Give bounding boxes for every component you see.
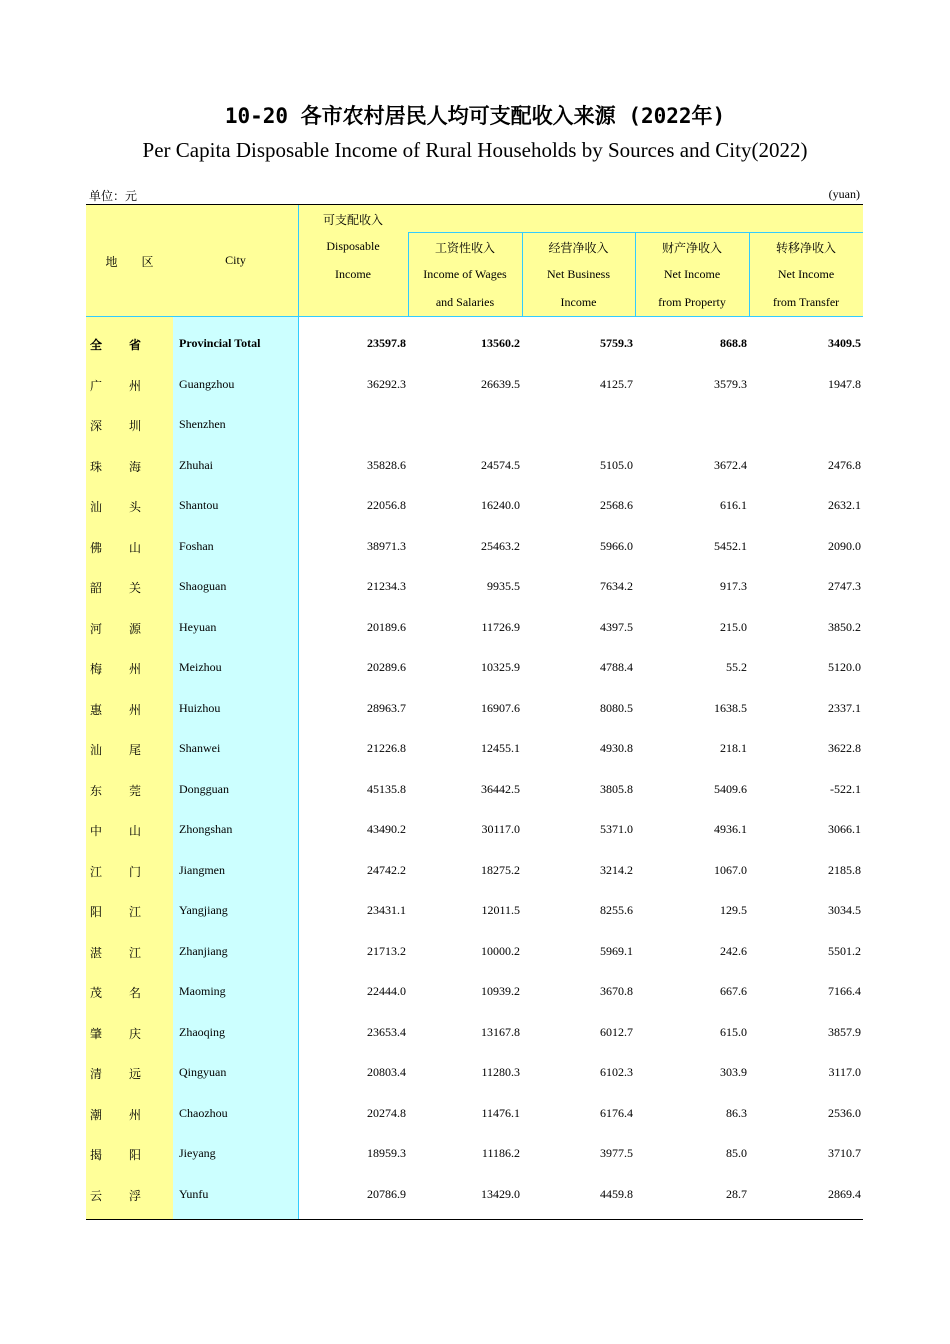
region-char-2: 州 (129, 378, 142, 393)
city-name: Provincial Total (179, 336, 261, 350)
property-income: 55.2 (726, 660, 747, 674)
business-income: 5969.1 (600, 943, 633, 958)
property-income: 615.0 (720, 1024, 747, 1039)
business-income: 6176.4 (600, 1105, 633, 1120)
transfer-income: 5501.2 (828, 943, 861, 958)
property-income: 3672.4 (714, 457, 747, 472)
transfer-income: 2869.4 (828, 1186, 861, 1201)
table-row (86, 769, 863, 810)
region-char-2: 名 (129, 986, 142, 1000)
disposable-income: 22056.8 (367, 498, 406, 512)
wages-income: 16907.6 (481, 700, 520, 715)
wages-income: 24574.5 (481, 457, 520, 472)
header-property-en2: from Property (658, 295, 726, 309)
disposable-income: 28963.7 (367, 700, 406, 715)
property-income: 129.5 (720, 903, 747, 917)
header-region: 地 区 (105, 255, 154, 269)
wages-income: 36442.5 (481, 781, 520, 796)
property-income: 5409.6 (714, 781, 747, 796)
disposable-income: 38971.3 (367, 538, 406, 553)
disposable-income: 22444.0 (367, 984, 406, 998)
business-income: 8255.6 (600, 903, 633, 917)
property-income: 868.8 (720, 336, 747, 350)
table-row (86, 1052, 863, 1093)
property-income: 85.0 (726, 1146, 747, 1160)
region-char-2: 省 (129, 338, 142, 352)
region-char-2: 山 (129, 824, 142, 838)
city-name: Shenzhen (179, 417, 226, 431)
city-name: Zhanjiang (179, 943, 228, 958)
region-char-1: 韶 (90, 581, 103, 595)
region-char-2: 州 (129, 702, 142, 717)
wages-income: 9935.5 (487, 579, 520, 593)
disposable-income: 21234.3 (367, 579, 406, 593)
wages-income: 30117.0 (481, 822, 520, 836)
table-row (86, 607, 863, 648)
region-char-1: 河 (90, 621, 103, 636)
business-income: 4930.8 (600, 741, 633, 755)
city-name: Jieyang (179, 1146, 216, 1160)
table-row (86, 971, 863, 1012)
business-income: 8080.5 (600, 700, 633, 715)
region-char-1: 清 (90, 1067, 103, 1081)
disposable-income: 18959.3 (367, 1146, 406, 1160)
table-row (86, 1133, 863, 1174)
region-char-1: 汕 (90, 500, 103, 514)
transfer-income: 7166.4 (828, 984, 861, 998)
region-char-1: 云 (90, 1188, 103, 1203)
city-name: Zhuhai (179, 457, 213, 472)
business-income: 7634.2 (600, 579, 633, 593)
table-row (86, 566, 863, 607)
transfer-income: 2476.8 (828, 457, 861, 472)
region-char-2: 源 (129, 621, 142, 636)
region-char-1: 揭 (90, 1148, 103, 1162)
region-char-2: 庆 (129, 1026, 142, 1041)
region-char-1: 中 (90, 824, 103, 838)
region-char-1: 广 (90, 378, 103, 393)
header-city: City (225, 253, 246, 267)
table-row (86, 1174, 863, 1215)
region-char-1: 佛 (90, 540, 103, 555)
header-business-en1: Net Business (547, 267, 610, 281)
wages-income: 10939.2 (481, 984, 520, 998)
table-body (86, 323, 863, 1214)
table-row (86, 931, 863, 972)
header-disposable-en1: Disposable (326, 239, 380, 253)
city-name: Foshan (179, 538, 214, 553)
wages-income: 13429.0 (481, 1186, 520, 1201)
wages-income: 13560.2 (481, 336, 520, 350)
region-char-2: 门 (129, 864, 142, 879)
property-income: 5452.1 (714, 538, 747, 553)
disposable-income: 20289.6 (367, 660, 406, 674)
property-income: 28.7 (726, 1186, 747, 1201)
transfer-income: 2747.3 (828, 579, 861, 593)
disposable-income: 21713.2 (367, 943, 406, 958)
transfer-income: 3622.8 (828, 741, 861, 755)
header-transfer-cn: 转移净收入 (775, 241, 836, 255)
region-char-1: 深 (90, 419, 103, 433)
wages-income: 11280.3 (481, 1065, 520, 1079)
region-char-2: 海 (129, 459, 142, 474)
transfer-income: 3117.0 (828, 1065, 861, 1079)
wages-income: 25463.2 (481, 538, 520, 553)
wages-income: 13167.8 (481, 1024, 520, 1039)
header-disposable-cn: 可支配收入 (322, 213, 383, 227)
table-row (86, 688, 863, 729)
disposable-income: 23653.4 (367, 1024, 406, 1039)
city-name: Guangzhou (179, 376, 235, 391)
business-income: 5105.0 (600, 457, 633, 472)
transfer-income: 5120.0 (828, 660, 861, 674)
transfer-income: 2090.0 (828, 538, 861, 553)
business-income: 4125.7 (600, 376, 633, 391)
table-row (86, 526, 863, 567)
city-name: Shaoguan (179, 579, 227, 593)
business-income: 5759.3 (600, 336, 633, 350)
table-row (86, 1093, 863, 1134)
transfer-income: 3409.5 (828, 336, 861, 350)
transfer-income: 2185.8 (828, 862, 861, 877)
table-bottom-rule (86, 1219, 863, 1220)
header-business-en2: Income (560, 295, 597, 309)
region-char-1: 阳 (90, 905, 103, 919)
city-name: Meizhou (179, 660, 222, 674)
business-income: 6102.3 (600, 1065, 633, 1079)
property-income: 1067.0 (714, 862, 747, 877)
wages-income: 11186.2 (481, 1146, 520, 1160)
wages-income: 16240.0 (481, 498, 520, 512)
header-wages-en1: Income of Wages (423, 267, 507, 281)
business-income: 4788.4 (600, 660, 633, 674)
region-char-1: 茂 (90, 986, 103, 1000)
city-name: Maoming (179, 984, 226, 998)
table-row (86, 728, 863, 769)
property-income: 4936.1 (714, 822, 747, 836)
table-row (86, 647, 863, 688)
business-income: 3805.8 (600, 781, 633, 796)
header-bottom-rule (86, 316, 863, 317)
property-income: 616.1 (720, 498, 747, 512)
region-char-2: 头 (129, 500, 142, 514)
city-name: Qingyuan (179, 1065, 227, 1079)
wages-income: 12455.1 (481, 741, 520, 755)
wages-income: 18275.2 (481, 862, 520, 877)
region-char-2: 远 (129, 1067, 142, 1081)
region-char-2: 关 (129, 581, 142, 595)
region-char-2: 莞 (129, 783, 142, 798)
disposable-income: 35828.6 (367, 457, 406, 472)
header-property-cn: 财产净收入 (661, 241, 722, 255)
region-char-2: 州 (129, 1107, 142, 1122)
city-name: Chaozhou (179, 1105, 228, 1120)
property-income: 1638.5 (714, 700, 747, 715)
region-char-2: 江 (129, 905, 142, 919)
disposable-income: 20786.9 (367, 1186, 406, 1201)
business-income: 4459.8 (600, 1186, 633, 1201)
transfer-income: 1947.8 (828, 376, 861, 391)
table-row (86, 404, 863, 445)
disposable-income: 23597.8 (367, 336, 406, 350)
header-divider (408, 232, 863, 233)
city-name: Jiangmen (179, 862, 225, 877)
unit-label-en: (yuan) (828, 187, 860, 201)
region-char-1: 惠 (90, 702, 103, 717)
disposable-income: 20803.4 (367, 1065, 406, 1079)
disposable-income: 23431.1 (367, 903, 406, 917)
property-income: 218.1 (720, 741, 747, 755)
region-char-1: 汕 (90, 743, 103, 757)
transfer-income: 3066.1 (828, 822, 861, 836)
business-income: 3670.8 (600, 984, 633, 998)
region-char-1: 珠 (90, 459, 103, 474)
region-char-2: 圳 (129, 419, 142, 433)
table-row (86, 323, 863, 364)
table-row (86, 850, 863, 891)
table-row (86, 364, 863, 405)
region-char-2: 江 (129, 945, 142, 960)
wages-income: 10325.9 (481, 660, 520, 674)
region-char-1: 梅 (90, 662, 103, 676)
city-name: Yunfu (179, 1186, 209, 1201)
property-income: 303.9 (720, 1065, 747, 1079)
city-name: Dongguan (179, 781, 229, 796)
business-income: 5966.0 (600, 538, 633, 553)
table-row (86, 890, 863, 931)
property-income: 667.6 (720, 984, 747, 998)
region-char-2: 山 (129, 540, 142, 555)
disposable-income: 20274.8 (367, 1105, 406, 1120)
transfer-income: 3034.5 (828, 903, 861, 917)
disposable-income: 24742.2 (367, 862, 406, 877)
page-title-en: Per Capita Disposable Income of Rural Households by Sources and City(2022) (142, 138, 808, 162)
table-row (86, 809, 863, 850)
table-row (86, 1012, 863, 1053)
city-name: Zhongshan (179, 822, 233, 836)
disposable-income: 21226.8 (367, 741, 406, 755)
city-name: Yangjiang (179, 903, 228, 917)
business-income: 6012.7 (600, 1024, 633, 1039)
region-char-1: 全 (90, 338, 103, 352)
disposable-income: 45135.8 (367, 781, 406, 796)
city-name: Heyuan (179, 619, 217, 634)
header-wages-en2: and Salaries (435, 295, 495, 309)
transfer-income: 2632.1 (828, 498, 861, 512)
transfer-income: 2337.1 (828, 700, 861, 715)
city-name: Zhaoqing (179, 1024, 225, 1039)
region-char-1: 湛 (90, 945, 103, 960)
unit-label-cn: 单位：元 (89, 189, 138, 203)
header-transfer-en2: from Transfer (772, 295, 840, 309)
business-income: 4397.5 (600, 619, 633, 634)
page-title-cn: 10-20 各市农村居民人均可支配收入来源 (2022年) (224, 104, 726, 128)
city-name: Huizhou (179, 700, 221, 715)
wages-income: 12011.5 (481, 903, 520, 917)
transfer-income: 3850.2 (828, 619, 861, 634)
property-income: 215.0 (720, 619, 747, 634)
business-income: 2568.6 (600, 498, 633, 512)
region-char-1: 潮 (90, 1107, 103, 1122)
region-char-2: 浮 (129, 1188, 142, 1203)
business-income: 3977.5 (600, 1146, 633, 1160)
city-name: Shantou (179, 498, 219, 512)
disposable-income: 20189.6 (367, 619, 406, 634)
disposable-income: 36292.3 (367, 376, 406, 391)
header-wages-cn: 工资性收入 (434, 241, 495, 255)
region-char-2: 州 (129, 662, 142, 676)
transfer-income: -522.1 (830, 781, 861, 796)
property-income: 3579.3 (714, 376, 747, 391)
transfer-income: 3857.9 (828, 1024, 861, 1039)
region-char-1: 东 (90, 783, 103, 798)
transfer-income: 2536.0 (828, 1105, 861, 1120)
transfer-income: 3710.7 (828, 1146, 861, 1160)
property-income: 917.3 (720, 579, 747, 593)
wages-income: 11726.9 (481, 619, 520, 634)
region-char-1: 江 (90, 864, 103, 879)
wages-income: 10000.2 (481, 943, 520, 958)
table-row (86, 485, 863, 526)
business-income: 3214.2 (600, 862, 633, 877)
city-name: Shanwei (179, 741, 221, 755)
table-row (86, 445, 863, 486)
property-income: 86.3 (726, 1105, 747, 1120)
region-char-2: 尾 (129, 743, 142, 757)
business-income: 5371.0 (600, 822, 633, 836)
header-transfer-en1: Net Income (777, 267, 835, 281)
header-disposable-en2: Income (335, 267, 371, 281)
wages-income: 11476.1 (481, 1105, 520, 1120)
property-income: 242.6 (720, 943, 747, 958)
wages-income: 26639.5 (481, 376, 520, 391)
disposable-income: 43490.2 (367, 822, 406, 836)
header-business-cn: 经营净收入 (548, 241, 609, 255)
region-char-2: 阳 (129, 1148, 142, 1162)
region-char-1: 肇 (90, 1026, 103, 1041)
header-property-en1: Net Income (663, 267, 721, 281)
